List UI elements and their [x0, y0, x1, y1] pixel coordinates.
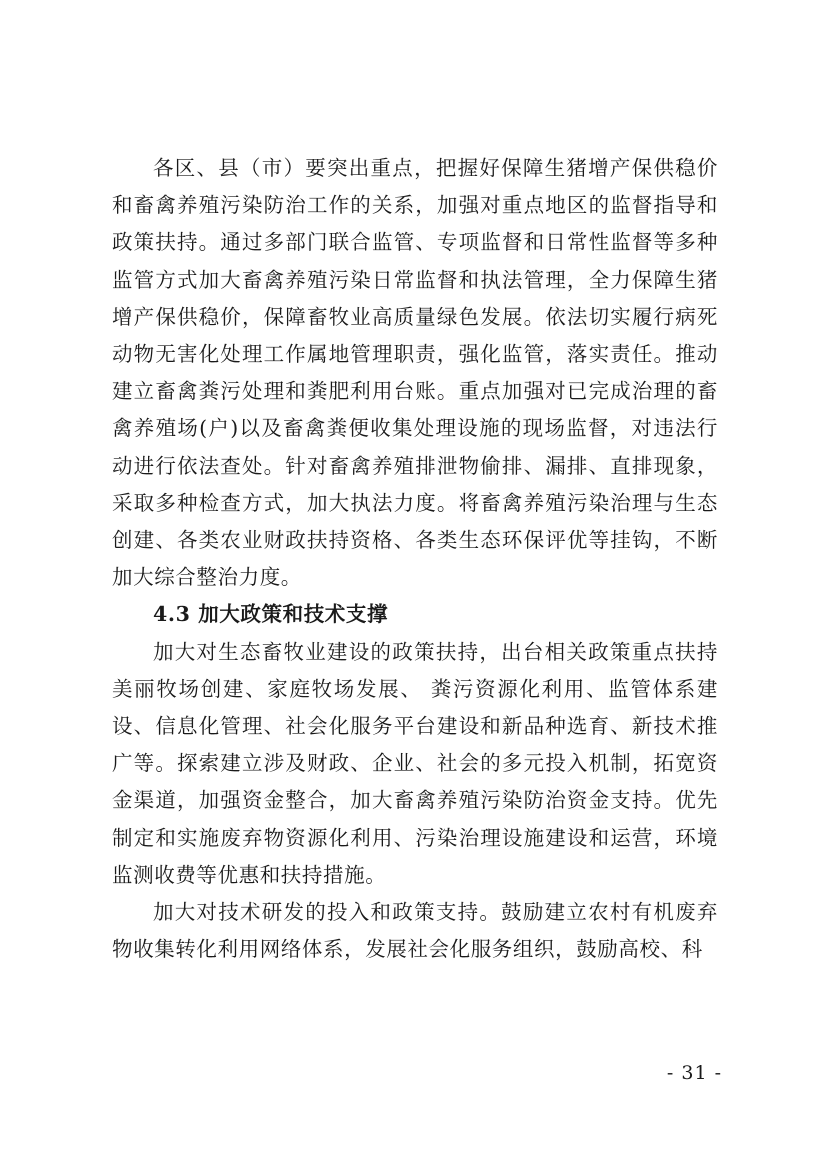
body-paragraph-supervision: 各区、县（市）要突出重点，把握好保障生猪增产保供稳价和畜禽养殖污染防治工作的关系，加强对重点地区的监督指导和政策扶持。通过多部门联合监管、专项监督和日常性监督等多种监管方式加大畜禽养殖污染日常监督和执法管理，全力保障生猪增产保供稳价，保障畜牧业高质量绿色发展。依法切实履行病死动物无害化处理工作属地管理职责，强化监管，落实责任。推动建立畜禽粪污处理和粪肥利用台账。重点加强对已完成治理的畜禽养殖场(户)以及畜禽粪便收集处理设施的现场监督，对违法行动进行依法查处。针对畜禽养殖排泄物偷排、漏排、直排现象，采取多种检查方式，加大执法力度。将畜禽养殖污染治理与生态创建、各类农业财政扶持资格、各类生态环保评优等挂钩，不断加大综合整治力度。 — [112, 156, 718, 590]
body-paragraph-policy: 加大对生态畜牧业建设的政策扶持，出台相关政策重点扶持美丽牧场创建、家庭牧场发展、 粪污资源化利用、监管体系建设、信息化管理、社会化服务平台建设和新品种选育、新技术推广等。探索建立涉及财政、企业、社会的多元投入机制，拓宽资金渠道，加强资金整合，加大畜禽养殖污染防治资金支持。优先制定和实施废弃物资源化利用、污染治理设施建设和运营，环境监测收费等优惠和扶持措施。 — [112, 639, 718, 887]
section-heading: 4.3 加大政策和技术支撑 — [153, 602, 389, 627]
body-paragraph-technology: 加大对技术研发的投入和政策支持。鼓励建立农村有机废弃物收集转化利用网络体系，发展社会化服务组织，鼓励高校、科 — [112, 900, 718, 962]
page-body — [112, 150, 718, 968]
page-number: - 31 - — [666, 1062, 722, 1084]
